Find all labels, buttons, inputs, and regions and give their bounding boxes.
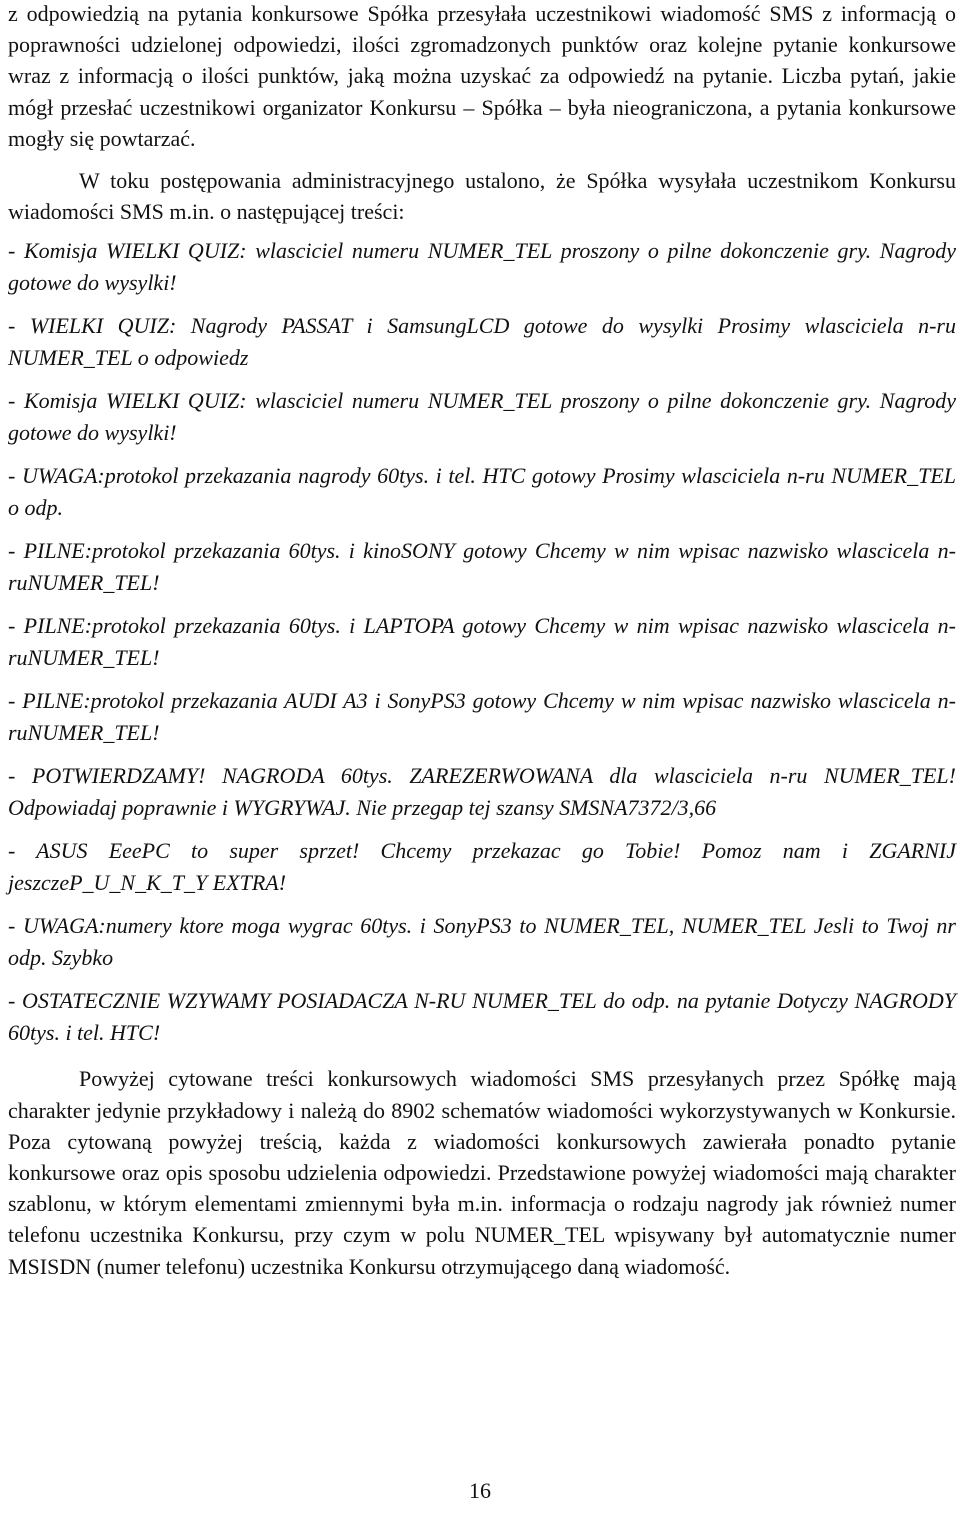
sms-example: - PILNE:protokol przekazania 60tys. i kinoSONY gotowy Chcemy w nim wpisac nazwisko wlascicela n-ruNUMER_TEL! xyxy=(8,538,956,595)
sms-example: - OSTATECZNIE WZYWAMY POSIADACZA N-RU NUMER_TEL do odp. na pytanie Dotyczy NAGRODY 60tys. i tel. HTC! xyxy=(8,988,956,1045)
sms-example: - PILNE:protokol przekazania 60tys. i LAPTOPA gotowy Chcemy w nim wpisac nazwisko wlascicela n-ruNUMER_TEL! xyxy=(8,613,956,670)
page-number: 16 xyxy=(469,1478,491,1503)
intro-paragraph: z odpowiedzią na pytania konkursowe Spółka przesyłała uczestnikowi wiadomość SMS z informacją o poprawności udzielonej odpowiedzi, ilości zgromadzonych punktów oraz kolejne pytanie konkursowe wraz z informacją o ilości punktów, jaką można uzyskać za odpowiedź na pytanie. Liczba pytań, jakie mógł przesłać uczestnikowi organizator Konkursu – Spółka – była nieograniczona, a pytania konkursowe mogły się powtarzać. xyxy=(8,1,956,151)
sms-example: - PILNE:protokol przekazania AUDI A3 i SonyPS3 gotowy Chcemy w nim wpisac nazwisko wlascicela n-ruNUMER_TEL! xyxy=(8,688,956,745)
sms-example: - Komisja WIELKI QUIZ: wlasciciel numeru NUMER_TEL proszony o pilne dokonczenie gry. Nagrody gotowe do wysylki! xyxy=(8,238,956,295)
sms-example: - ASUS EeePC to super sprzet! Chcemy przekazac go Tobie! Pomoz nam i ZGARNIJ jeszczeP_U_N_K_T_Y EXTRA! xyxy=(8,838,956,895)
sms-example: - WIELKI QUIZ: Nagrody PASSAT i SamsungLCD gotowe do wysylki Prosimy wlasciciela n-ru NUMER_TEL o odpowiedz xyxy=(8,313,956,370)
sms-example: - Komisja WIELKI QUIZ: wlasciciel numeru NUMER_TEL proszony o pilne dokonczenie gry. Nagrody gotowe do wysylki! xyxy=(8,388,956,445)
conclusion-paragraph: Powyżej cytowane treści konkursowych wiadomości SMS przesyłanych przez Spółkę mają charakter jedynie przykładowy i należą do 8902 schematów wiadomości wykorzystywanych w Konkursie. Poza cytowaną powyżej treścią, każda z wiadomości konkursowych zawierała ponadto pytanie konkursowe oraz opis sposobu udzielenia odpowiedzi. Przedstawione powyżej wiadomości mają charakter szablonu, w którym elementami zmiennymi była m.in. informacja o rodzaju nagrody jak również numer telefonu uczestnika Konkursu, przy czym w polu NUMER_TEL wpisywany był automatycznie numer MSISDN (numer telefonu) uczestnika Konkursu otrzymującego daną wiadomość. xyxy=(8,1066,956,1279)
sms-example: - UWAGA:protokol przekazania nagrody 60tys. i tel. HTC gotowy Prosimy wlasciciela n-ru NUMER_TEL o odp. xyxy=(8,463,956,520)
finding-paragraph: W toku postępowania administracyjnego ustalono, że Spółka wysyłała uczestnikom Konkursu wiadomości SMS m.in. o następującej treści: xyxy=(8,168,956,225)
sms-example: - POTWIERDZAMY! NAGRODA 60tys. ZAREZERWOWANA dla wlasciciela n-ru NUMER_TEL! Odpowiadaj poprawnie i WYGRYWAJ. Nie przegap tej szansy SMSNA7372/3,66 xyxy=(8,763,956,820)
sms-example: - UWAGA:numery ktore moga wygrac 60tys. i SonyPS3 to NUMER_TEL, NUMER_TEL Jesli to Twoj nr odp. Szybko xyxy=(8,913,956,970)
document-page xyxy=(8,0,956,1282)
sms-examples-list xyxy=(8,235,956,1048)
